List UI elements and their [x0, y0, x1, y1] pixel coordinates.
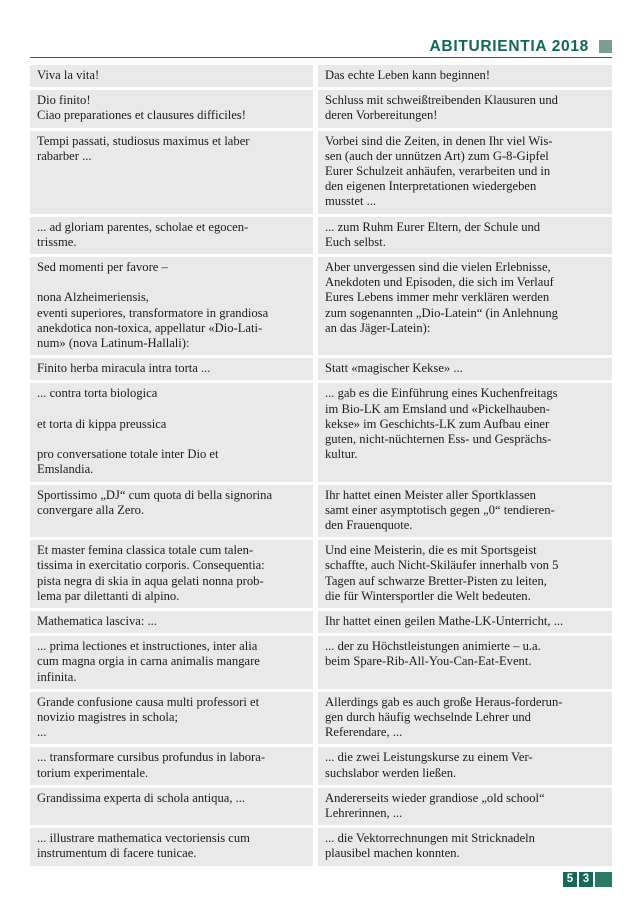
- latin-cell: [30, 358, 313, 380]
- text-line: Vorbei sind die Zeiten, in denen Ihr viel Wis-: [325, 133, 553, 148]
- latin-cell: [30, 747, 313, 784]
- table-row: [30, 636, 612, 689]
- text-line: Tempi passati, studiosus maximus et laber: [37, 133, 250, 148]
- text-line: ... die Vektorrechnungen mit Stricknadeln: [325, 831, 535, 846]
- table-row: [30, 358, 612, 380]
- german-cell: [318, 485, 612, 538]
- table-row: [30, 611, 612, 633]
- german-cell: [318, 828, 612, 865]
- text-line: novizio magistres in schola;: [37, 710, 178, 725]
- german-cell: [318, 636, 612, 689]
- german-cell: [318, 90, 612, 127]
- text-line: Eures Lebens immer mehr verklären werden: [325, 290, 550, 305]
- bilingual-quote-table: [30, 65, 612, 869]
- text-line: Emslandia.: [37, 462, 94, 477]
- text-line: Aber unvergessen sind die vielen Erlebnisse,: [325, 260, 551, 275]
- text-line: Ihr hattet einen geilen Mathe-LK-Unterricht, ...: [325, 614, 564, 629]
- text-line: infinita.: [37, 669, 77, 684]
- text-line: zum sogenannten „Dio-Latein“ (in Anlehnung: [325, 305, 558, 320]
- german-cell: [318, 692, 612, 745]
- table-row: [30, 131, 612, 214]
- table-row: [30, 692, 612, 745]
- text-line: Tagen auf schwarze Bretter-Pisten zu leiten,: [325, 573, 547, 588]
- text-line: Sed momenti per favore –: [37, 260, 168, 275]
- text-line: Euch selbst.: [325, 234, 386, 249]
- latin-cell: [30, 383, 313, 481]
- text-line: samt einer asymptotisch gegen „0“ tendieren-: [325, 502, 555, 517]
- latin-cell: [30, 485, 313, 538]
- text-line: anekdotica non-toxica, appellatur «Dio-Lati-: [37, 320, 263, 335]
- table-row: [30, 828, 612, 865]
- text-line: ... die zwei Leistungskurse zu einem Ver-: [325, 750, 533, 765]
- text-line: Schluss mit schweißtreibenden Klausuren und: [325, 93, 558, 108]
- text-line: sen (auch der unnützen Art) zum G-8-Gipfel: [325, 148, 549, 163]
- table-row: [30, 65, 612, 87]
- latin-cell: [30, 540, 313, 608]
- text-line: Et master femina classica totale cum talen-: [37, 543, 254, 558]
- footer-accent-square-icon: [595, 872, 612, 887]
- german-cell: [318, 131, 612, 214]
- german-cell: [318, 257, 612, 355]
- text-line: kekse» im Geschichts-LK zum Aufbau einer: [325, 416, 550, 431]
- latin-cell: [30, 90, 313, 127]
- text-line: rabarber ...: [37, 148, 92, 163]
- text-line: ... der zu Höchstleistungen animierte – u.a.: [325, 639, 541, 654]
- text-line: an das Jäger-Latein):: [325, 320, 431, 335]
- german-cell: [318, 611, 612, 633]
- latin-cell: [30, 828, 313, 865]
- text-line: pista negra di skia in aqua gelati nonna prob-: [37, 573, 264, 588]
- german-cell: [318, 383, 612, 481]
- text-line: im Bio-LK am Emsland und «Pickelhauben-: [325, 401, 550, 416]
- latin-cell: [30, 257, 313, 355]
- text-line: tissima in exercitatio corporis. Consequentia:: [37, 558, 265, 573]
- page-footer: [563, 872, 612, 887]
- latin-cell: [30, 65, 313, 87]
- latin-cell: [30, 692, 313, 745]
- text-line: Mathematica lasciva: ...: [37, 614, 157, 629]
- text-line: musstet ...: [325, 194, 377, 209]
- text-line: ...: [37, 725, 47, 740]
- table-row: [30, 257, 612, 355]
- german-cell: [318, 747, 612, 784]
- text-line: Andererseits wieder grandiose „old school“: [325, 790, 545, 805]
- text-line: ... zum Ruhm Eurer Eltern, der Schule und: [325, 219, 541, 234]
- text-line: pro conversatione totale inter Dio et: [37, 447, 219, 462]
- table-row: [30, 788, 612, 825]
- text-line: trissme.: [37, 234, 77, 249]
- text-line: [37, 402, 306, 417]
- table-row: [30, 383, 612, 481]
- text-line: deren Vorbereitungen!: [325, 108, 438, 123]
- text-line: plausibel machen konnten.: [325, 846, 460, 861]
- latin-cell: [30, 131, 313, 214]
- text-line: Das echte Leben kann beginnen!: [325, 68, 491, 82]
- text-line: Ciao preparationes et clausures difficiles!: [37, 108, 246, 123]
- latin-cell: [30, 788, 313, 825]
- text-line: den Frauenquote.: [325, 518, 413, 533]
- german-cell: [318, 540, 612, 608]
- german-cell: [318, 217, 612, 254]
- text-line: Lehrerinnen, ...: [325, 806, 403, 821]
- latin-cell: [30, 217, 313, 254]
- german-cell: [318, 788, 612, 825]
- text-line: ... illustrare mathematica vectoriensis cum: [37, 831, 250, 846]
- page-number-digit-1: 5: [563, 872, 577, 887]
- text-line: Sportissimo „DJ“ cum quota di bella signorina: [37, 487, 273, 502]
- text-line: ... ad gloriam parentes, scholae et egocen-: [37, 219, 249, 234]
- table-row: [30, 485, 612, 538]
- text-line: eventi superiores, transformatore in grandiosa: [37, 305, 269, 320]
- german-cell: [318, 358, 612, 380]
- table-row: [30, 217, 612, 254]
- page-title: ABITURIENTIA 2018: [429, 37, 589, 55]
- text-line: cum magna orgia in carna animalis mangare: [37, 654, 260, 669]
- text-line: instrumentum di facere tunicae.: [37, 846, 197, 861]
- german-cell: [318, 65, 612, 87]
- latin-cell: [30, 611, 313, 633]
- text-line: Grandissima experta di schola antiqua, ...: [37, 790, 246, 805]
- table-row: [30, 540, 612, 608]
- text-line: Referendare, ...: [325, 725, 403, 740]
- text-line: ... transformare cursibus profundus in labora-: [37, 750, 266, 765]
- text-line: ... prima lectiones et instructiones, inter alia: [37, 639, 258, 654]
- text-line: ... contra torta biologica: [37, 386, 158, 401]
- text-line: Eurer Schulzeit anhäufen, verarbeiten und in: [325, 164, 551, 179]
- text-line: Allerdings gab es auch große Heraus-forderun-: [325, 694, 563, 709]
- page-number-digit-2: 3: [579, 872, 593, 887]
- text-line: Viva la vita!: [37, 68, 100, 82]
- text-line: beim Spare-Rib-All-You-Can-Eat-Event.: [325, 654, 532, 669]
- text-line: Finito herba miracula intra torta ...: [37, 361, 211, 376]
- table-row: [30, 90, 612, 127]
- text-line: suchslabor werden ließen.: [325, 765, 457, 780]
- text-line: torium experimentale.: [37, 765, 149, 780]
- text-line: lema par dilettanti di alpino.: [37, 588, 180, 603]
- text-line: Statt «magischer Kekse» ...: [325, 361, 463, 376]
- text-line: nona Alzheimeriensis,: [37, 290, 149, 305]
- text-line: Und eine Meisterin, die es mit Sportsgeist: [325, 543, 537, 558]
- text-line: schaffte, auch Nicht-Skiläufer innerhalb von 5: [325, 558, 559, 573]
- text-line: Ihr hattet einen Meister aller Sportklassen: [325, 487, 536, 502]
- text-line: convergare alla Zero.: [37, 502, 145, 517]
- table-row: [30, 747, 612, 784]
- text-line: guten, nicht-nüchternen Ess- und Gesprächs-: [325, 432, 552, 447]
- text-line: gen durch häufig wechselnde Lehrer und: [325, 710, 531, 725]
- page-header: [30, 28, 612, 58]
- latin-cell: [30, 636, 313, 689]
- text-line: Dio finito!: [37, 93, 91, 108]
- text-line: ... gab es die Einführung eines Kuchenfreitags: [325, 386, 558, 401]
- header-accent-square-icon: [599, 40, 612, 53]
- text-line: kultur.: [325, 447, 358, 462]
- text-line: Anekdoten und Episoden, die sich im Verlauf: [325, 275, 554, 290]
- text-line: den eigenen Interpretationen wiedergeben: [325, 179, 537, 194]
- text-line: et torta di kippa preussica: [37, 416, 167, 431]
- text-line: num» (nova Latinum-Hallali):: [37, 336, 190, 351]
- text-line: die für Wintersportler die Welt bedeuten.: [325, 588, 531, 603]
- text-line: Grande confusione causa multi professori et: [37, 694, 260, 709]
- text-line: [37, 275, 306, 290]
- text-line: [37, 432, 306, 447]
